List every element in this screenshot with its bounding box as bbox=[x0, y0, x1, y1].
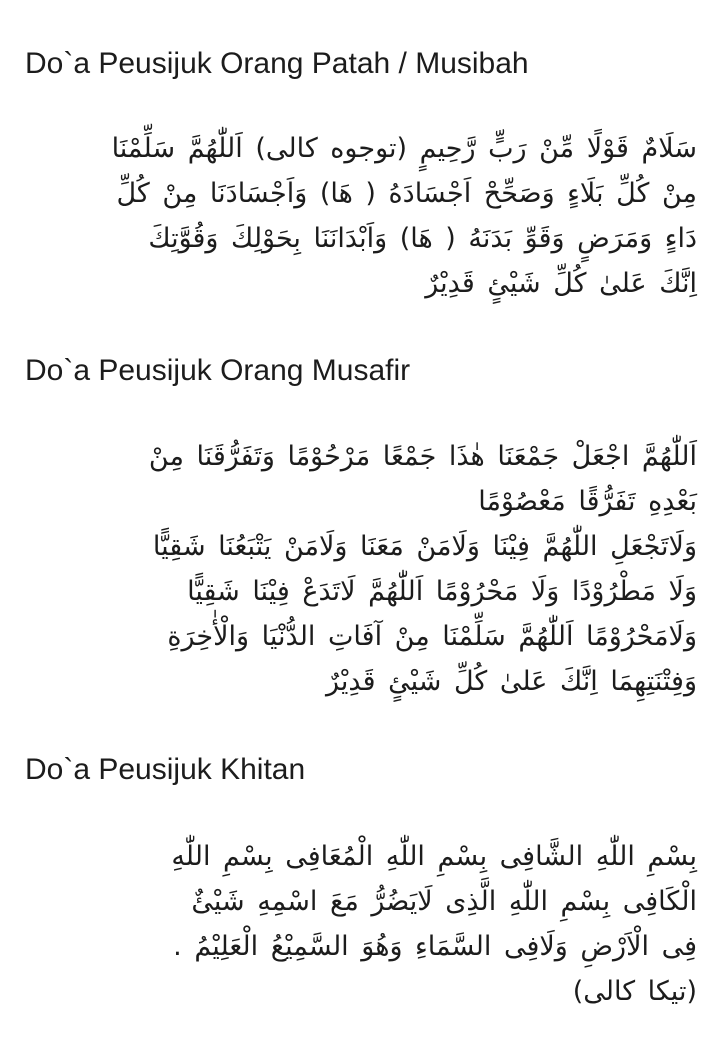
arabic-prayer-text bbox=[97, 834, 697, 1014]
arabic-line: وَلَامَحْرُوْمًا اَللّٰهُمَّ سَلِّمْنَا مِنْ آفَاتِ الدُّنْيَا وَالْأٰخِرَةِ bbox=[167, 621, 697, 652]
arabic-prayer-text bbox=[27, 126, 697, 306]
arabic-line: بَعْدِهِ تَفَرُّقًا مَعْصُوْمًا bbox=[478, 486, 697, 517]
section-heading: Do`a Peusijuk Orang Musafir bbox=[25, 354, 411, 387]
arabic-line: بِسْمِ اللّٰهِ الشَّافِى بِسْمِ اللّٰهِ الْمُعَافِى بِسْمِ اللّٰهِ bbox=[171, 841, 697, 872]
arabic-line: دَاءٍ وَمَرَضٍ وَقَوِّ بَدَنَهُ ( هَا) وَاَبْدَانَنَا بِحَوْلِكَ وَقُوَّتِكَ bbox=[148, 223, 697, 254]
arabic-line: وَلَاتَجْعَلِ اللّٰهُمَّ فِيْنَا وَلَامَنْ مَعَنَا وَلَامَنْ يَتْبَعُنَا شَقِيًّا bbox=[152, 531, 697, 562]
arabic-line: فِى الْاَرْضِ وَلَافِى السَّمَاءِ وَهُوَ السَّمِيْعُ الْعَلِيْمُ . bbox=[173, 931, 697, 962]
arabic-line: سَلَامٌ قَوْلًا مِّنْ رَبٍّ رَّحِيمٍ (توجوه كالى) اَللّٰهُمَّ سَلِّمْنَا bbox=[111, 133, 697, 164]
arabic-line: اَللّٰهُمَّ اجْعَلْ جَمْعَنَا هٰذَا جَمْعًا مَرْحُوْمًا وَتَفَرُّقَنَا مِنْ bbox=[148, 441, 697, 472]
arabic-line: مِنْ كُلِّ بَلَاءٍ وَصَحِّحْ اَجْسَادَهُ ( هَا) وَاَجْسَادَنَا مِنْ كُلِّ bbox=[116, 178, 697, 209]
arabic-line: (تيكا كالى) bbox=[572, 976, 697, 1007]
section-heading: Do`a Peusijuk Orang Patah / Musibah bbox=[25, 47, 529, 80]
arabic-line: وَلَا مَطْرُوْدًا وَلَا مَحْرُوْمًا اَللّٰهُمَّ لَاتَدَعْ فِيْنَا شَقِيًّا bbox=[187, 576, 697, 607]
arabic-line: وَفِتْنَتِهِمَا اِنَّكَ عَلىٰ كُلِّ شَيْئٍ قَدِيْرٌ bbox=[326, 666, 697, 697]
arabic-line: اِنَّكَ عَلىٰ كُلِّ شَيْئٍ قَدِيْرٌ bbox=[425, 268, 697, 299]
arabic-line: الْكَافِى بِسْمِ اللّٰهِ الَّذِى لَايَضُرُّ مَعَ اسْمِهِ شَيْئٌ bbox=[191, 886, 697, 917]
arabic-prayer-text bbox=[21, 434, 697, 704]
section-heading: Do`a Peusijuk Khitan bbox=[25, 753, 306, 786]
